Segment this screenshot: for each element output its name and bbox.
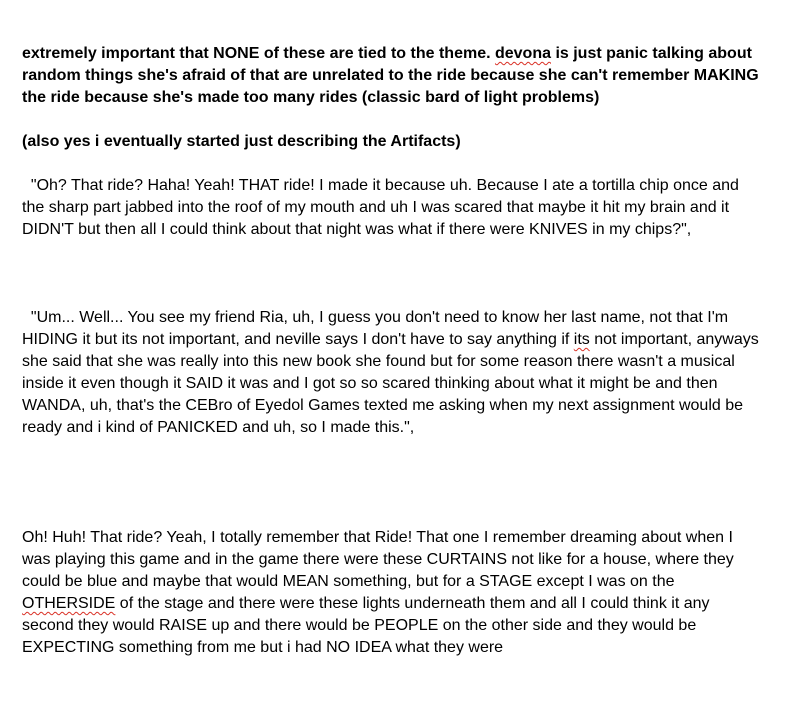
misspelled-word[interactable]: OTHERSIDE xyxy=(22,595,116,612)
dialogue-musical-book xyxy=(22,307,762,439)
dialogue-text-start: "Um... Well... You see my friend Ria, uh, I guess you don't need to know her last name, not that I'm HIDING it but its not important, and neville says I don't have to say anything if xyxy=(22,309,733,348)
dialogue-tortilla-chip: "Oh? That ride? Haha! Yeah! THAT ride! I made it because uh. Because I ate a tortilla chip once and the sharp part jabbed into the roof of my mouth and uh I was scared that maybe it hit my brain and it DIDN'T but then all I could think about that night was what if there were KNIVES in my chips?", xyxy=(22,177,744,238)
blank-lines xyxy=(22,439,762,527)
note-text-end: is just panic talking about random things she's afraid of that are unrelated to the ride because she can't remember MAKING the ride because she's made too many rides (classic bard of light problems) xyxy=(22,45,764,106)
dialogue-stage-curtains xyxy=(22,527,762,659)
dialogue-text-end: of the stage and there were these lights underneath them and all I could think it any second they would RAISE up and there would be PEOPLE on the other side and they would be EXPECTING something from me but i had NO IDEA what they were xyxy=(22,595,714,656)
blank-line xyxy=(22,153,762,175)
dialogue-text-start: Oh! Huh! That ride? Yeah, I totally remember that Ride! That one I remember dreaming about when I was playing this game and in the game there were these CURTAINS not like for a house, where they could be blue and maybe that would MEAN something, but for a STAGE except I was on the xyxy=(22,529,739,590)
blank-line xyxy=(22,109,762,131)
misspelled-word[interactable]: devona xyxy=(494,45,551,62)
author-note-artifacts: (also yes i eventually started just describing the Artifacts) xyxy=(22,133,461,150)
note-text-start: extremely important that NONE of these are tied to the theme. xyxy=(22,45,495,62)
blank-lines xyxy=(22,241,762,307)
dialogue-text-end: not important, anyways she said that she was really into this new book she found but for some reason there wasn't a musical inside it even though it SAID it was and I got so so scared thinking about what it might be and then WANDA, uh, that's the CEBro of Eyedol Games texted me asking when my next assignment would be ready and i kind of PANICKED and uh, so I made this.", xyxy=(22,331,764,436)
misspelled-word[interactable]: its xyxy=(573,331,590,348)
document-body[interactable] xyxy=(22,43,762,659)
author-note-theme xyxy=(22,43,762,109)
